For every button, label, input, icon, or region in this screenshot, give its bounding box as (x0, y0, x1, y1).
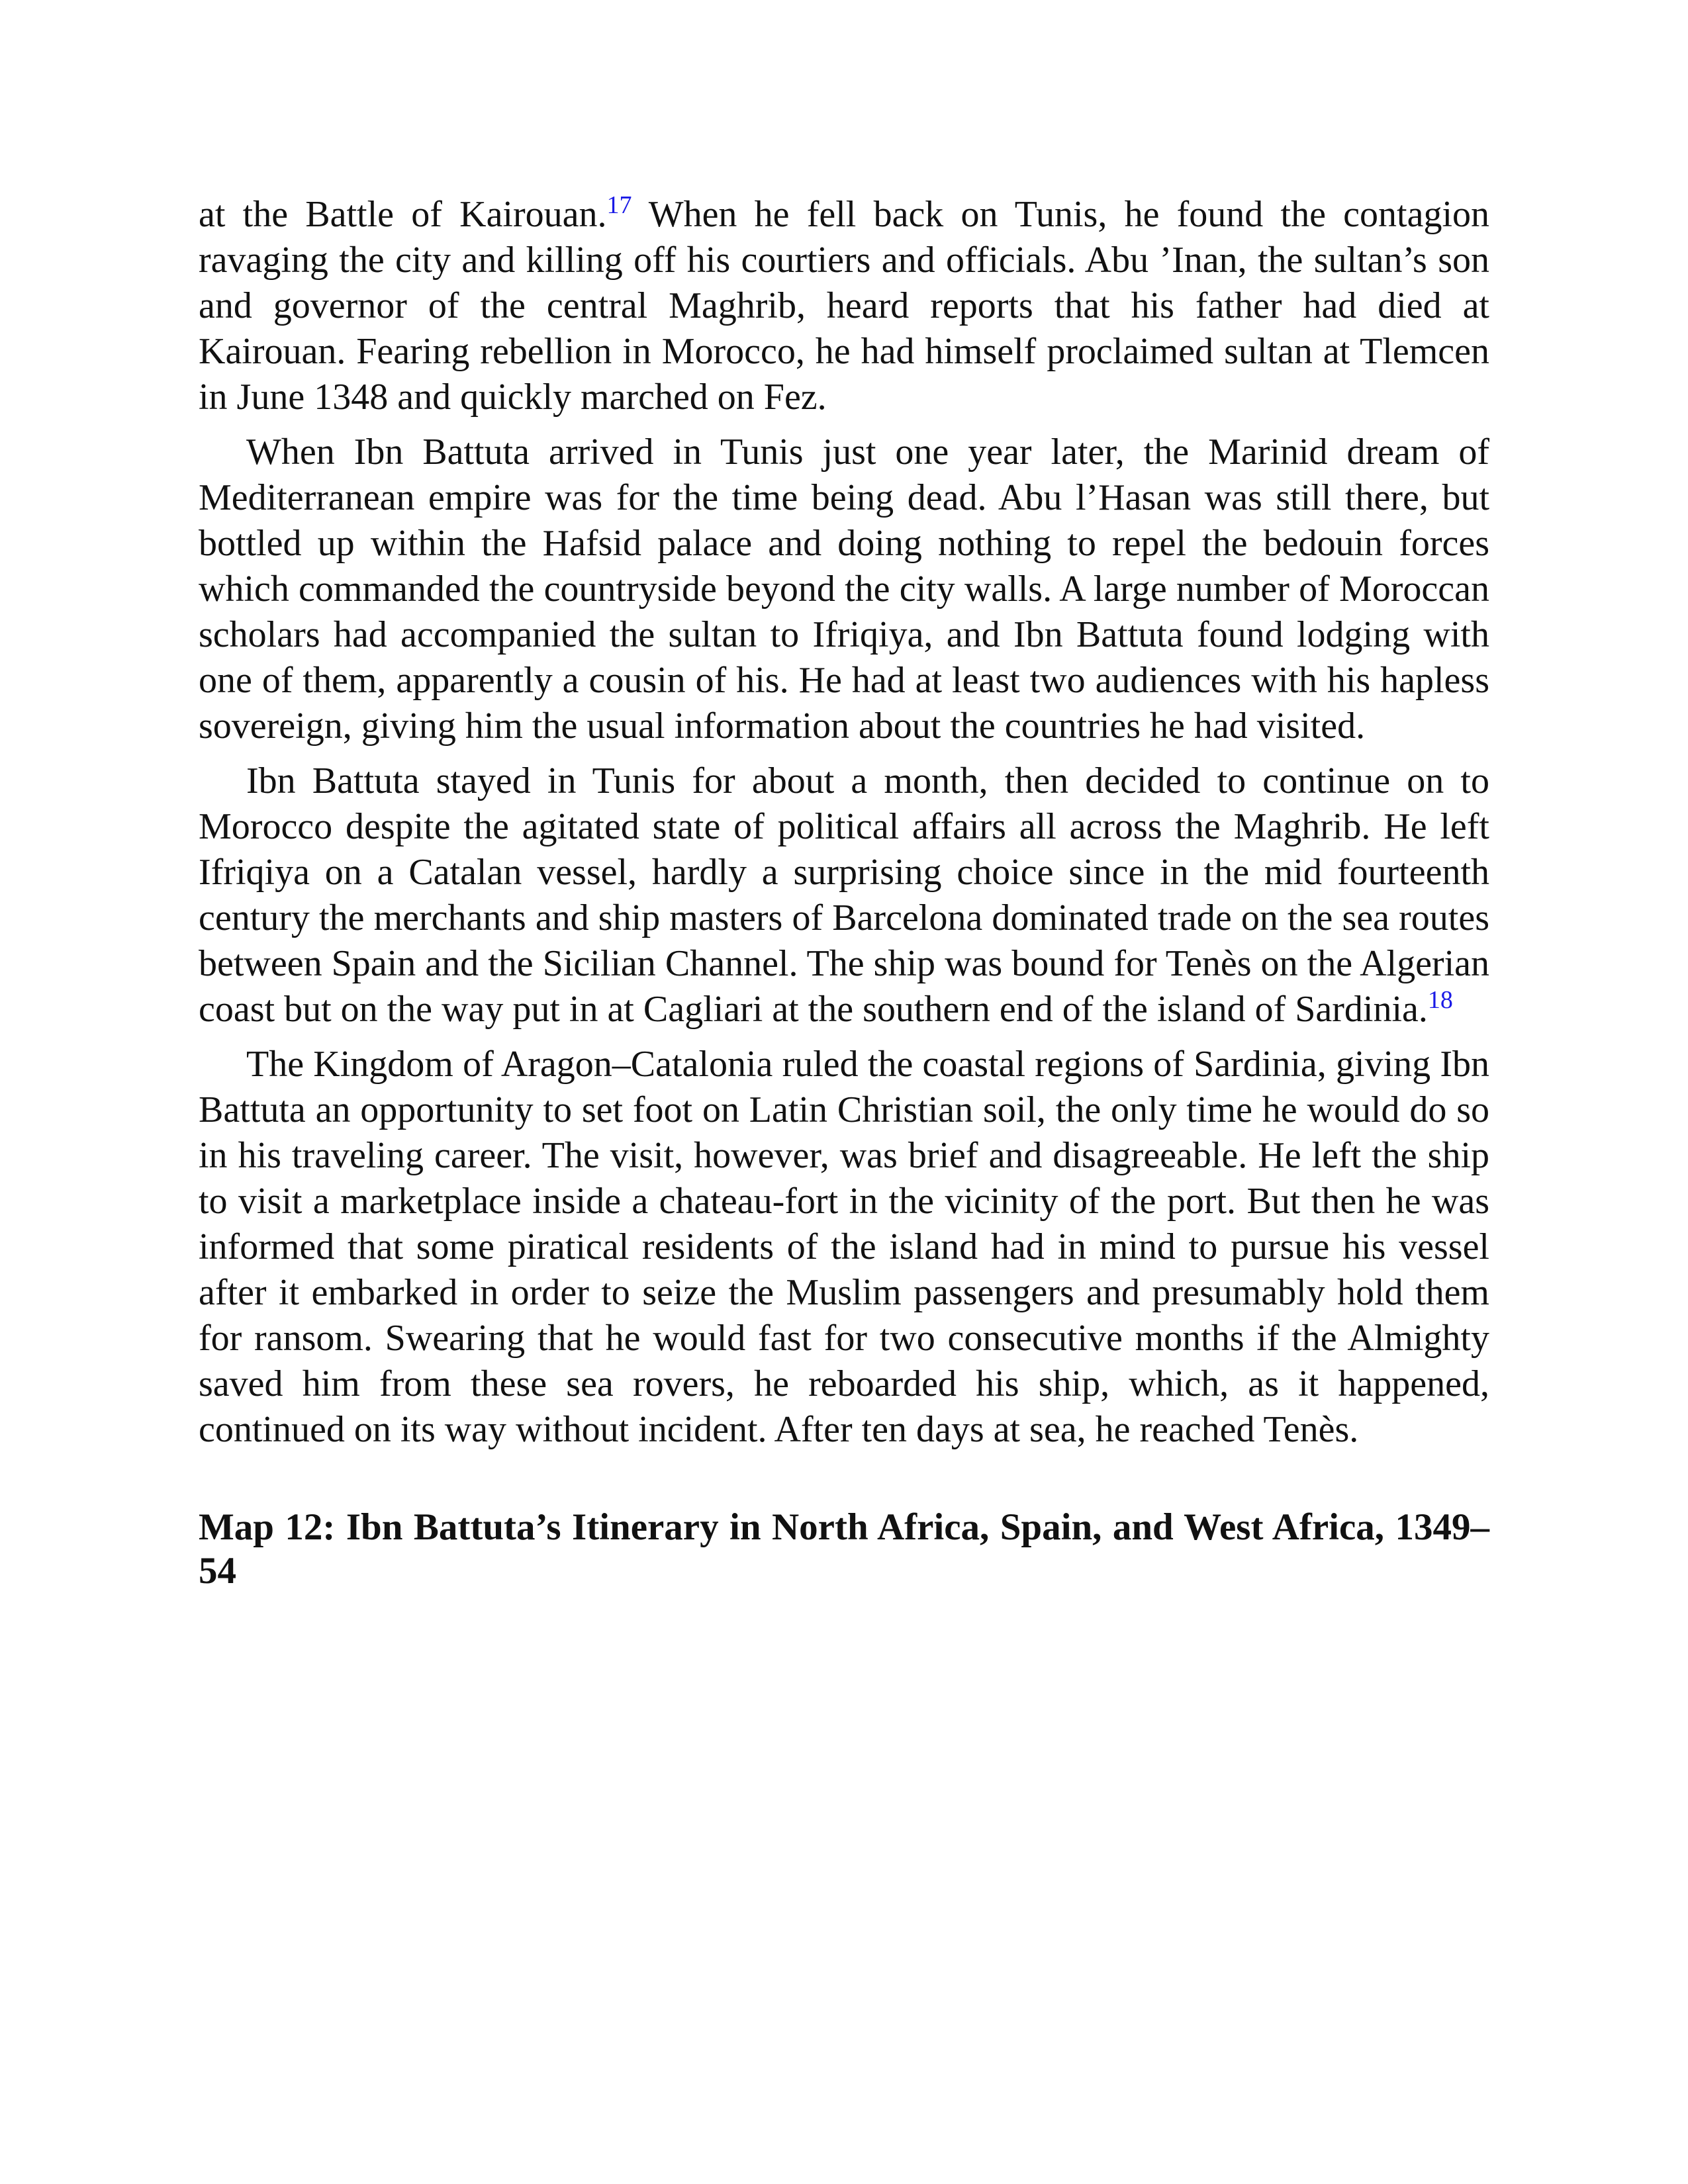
paragraph-4-text: The Kingdom of Aragon–Catalonia ruled the coastal regions of Sardinia, giving Ibn Battuta an opportunity to set foot on Latin Christian soil, the only time he would do so in his traveling career. The visit, however, was brief and disagreeable. He left the ship to visit a marketplace inside a chateau-fort in the vicinity of the port. But then he was informed that some piratical residents of the island had in mind to pursue his vessel after it embarked in order to seize the Muslim passengers and presumably hold them for ransom. Swearing that he would fast for two consecutive months if the Almighty saved him from these sea rovers, he reboarded his ship, which, as it happened, continued on its way without incident. After ten days at sea, he reached Tenès. (199, 1044, 1489, 1450)
footnote-link-17[interactable]: 17 (606, 191, 632, 219)
footnote-link-18[interactable]: 18 (1427, 986, 1453, 1014)
page-body (199, 192, 1489, 1593)
paragraph-2-text: When Ibn Battuta arrived in Tunis just one year later, the Marinid dream of Mediterranean empire was for the time being dead. Abu l’Hasan was still there, but bottled up within the Hafsid palace and doing nothing to repel the bedouin forces which commanded the countryside beyond the city walls. A large number of Moroccan scholars had accompanied the sultan to Ifriqiya, and Ibn Battuta found lodging with one of them, apparently a cousin of his. He had at least two audiences with his hapless sovereign, giving him the usual information about the countries he had visited. (199, 432, 1489, 747)
paragraph-2 (199, 430, 1489, 749)
paragraph-1-lead: at the Battle of Kairouan. (199, 194, 607, 235)
paragraph-4 (199, 1042, 1489, 1453)
paragraph-3-text: Ibn Battuta stayed in Tunis for about a month, then decided to continue on to Morocco despite the agitated state of political affairs all across the Maghrib. He left Ifriqiya on a Catalan vessel, hardly a surprising choice since in the mid fourteenth century the merchants and ship masters of Barcelona dominated trade on the sea routes between Spain and the Sicilian Channel. The ship was bound for Tenès on the Algerian coast but on the way put in at Cagliari at the southern end of the island of Sardinia. (199, 760, 1489, 1030)
paragraph-1 (199, 192, 1489, 420)
paragraph-3 (199, 758, 1489, 1032)
paragraph-1-rest: When he fell back on Tunis, he found the contagion ravaging the city and killing off his courtiers and officials. Abu ’Inan, the sultan’s son and governor of the central Maghrib, heard reports that his father had died at Kairouan. Fearing rebellion in Morocco, he had himself proclaimed sultan at Tlemcen in June 1348 and quickly marched on Fez. (199, 194, 1489, 418)
map-heading: Map 12: Ibn Battuta’s Itinerary in North Africa, Spain, and West Africa, 1349–54 (199, 1506, 1489, 1592)
